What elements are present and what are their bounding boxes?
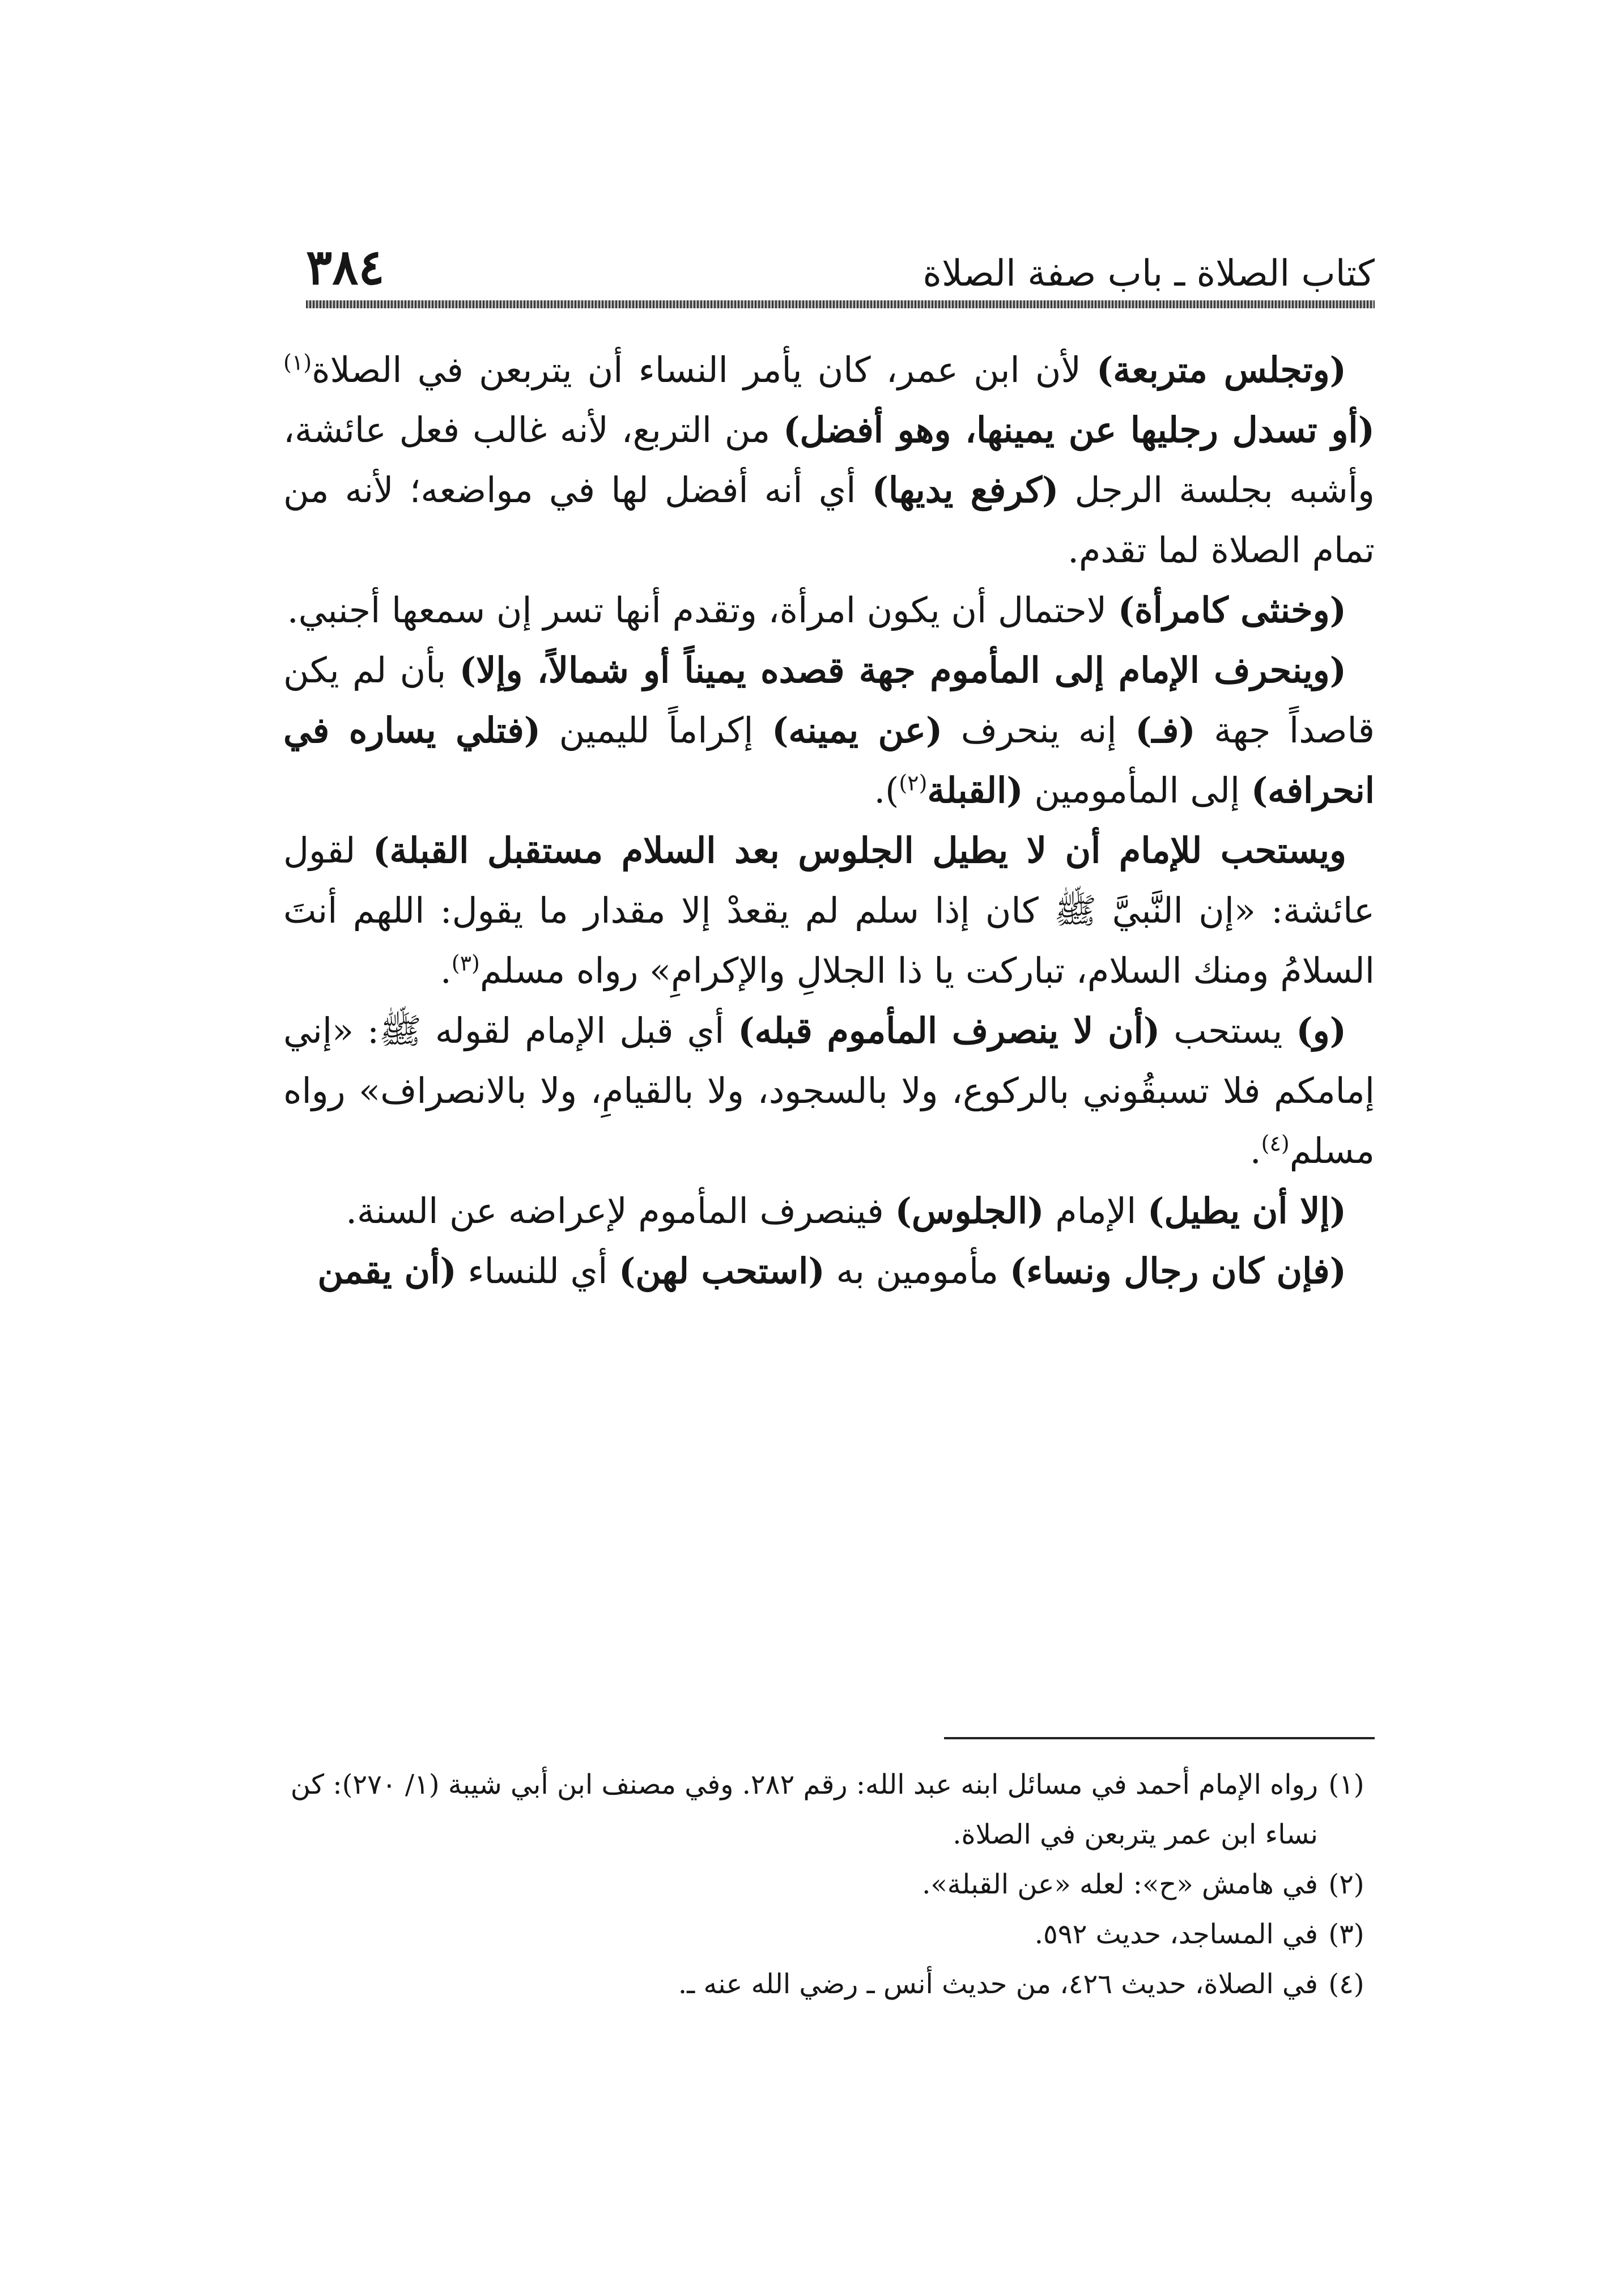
footnote-ref[interactable]: (٢)	[899, 770, 928, 796]
paragraph	[283, 340, 1375, 580]
paragraph	[283, 821, 1375, 1001]
sharh-text: أي للنساء	[456, 1250, 619, 1292]
footnote	[283, 1859, 1375, 1909]
sharh-text: .	[440, 950, 452, 991]
sharh-text: لاحتمال أن يكون امرأة، وتقدم أنها تسر إن سمعها أجنبي.	[287, 589, 1118, 631]
footnote-text: في الصلاة، حديث ٤٢٦، من حديث أنس ـ رضي الله عنه ـ.	[678, 1968, 1318, 2000]
matn-text: (استحب لهن)	[619, 1250, 825, 1292]
sharh-text: إلى المأمومين	[1023, 770, 1251, 811]
sharh-text: الإمام	[1044, 1190, 1148, 1232]
page-number: ٣٨٤	[306, 239, 385, 296]
sharh-text: إكراماً لليمين	[541, 710, 772, 751]
sharh-text: أي قبل الإمام لقوله ﷺ: «إني إمامكم فلا تسبقُوني بالركوع، ولا بالسجود، ولا بالقيامِ، ولا بالانصراف» رواه مسلم	[283, 1010, 1375, 1171]
paragraph	[283, 1001, 1375, 1181]
footnote-number: (٣)	[1328, 1918, 1364, 1950]
sharh-text: أي أنه أفضل لها في مواضعه؛ لأنه من تمام الصلاة لما تقدم.	[283, 469, 1375, 571]
matn-text: (و)	[1296, 1010, 1346, 1051]
matn-text: (وتجلس متربعة)	[1096, 349, 1346, 390]
header-rule	[306, 300, 1375, 308]
matn-text: ويستحب للإمام أن لا يطيل الجلوس بعد السلام مستقبل القبلة)	[373, 830, 1346, 871]
footnote-ref[interactable]: (٣)	[451, 950, 480, 976]
chapter-title: كتاب الصلاة ـ باب صفة الصلاة	[922, 253, 1375, 295]
sharh-text: ).	[874, 770, 899, 811]
footnote-separator	[944, 1737, 1375, 1739]
paragraph	[283, 580, 1375, 640]
matn-text: (أو تسدل رجليها عن يمينها، وهو أفضل)	[783, 409, 1375, 451]
footnote-number: (٤)	[1328, 1968, 1364, 2000]
matn-text: (كرفع يديها)	[871, 469, 1059, 511]
footnote	[283, 1959, 1375, 2009]
paragraph	[283, 1241, 1375, 1301]
running-header	[306, 224, 1375, 296]
sharh-text: إنه ينحرف	[942, 710, 1136, 751]
matn-text: (وخنثى كامرأة)	[1117, 589, 1346, 631]
matn-text: (الجلوس)	[895, 1190, 1044, 1232]
footnote	[283, 1909, 1375, 1959]
sharh-text: من التربع، لأنه غالب فعل عائشة، وأشبه بجلسة الرجل	[283, 409, 1375, 511]
footnote-text: في المساجد، حديث ٥٩٢.	[1034, 1918, 1318, 1950]
footnote	[283, 1760, 1375, 1859]
main-text	[283, 340, 1375, 1301]
matn-text: (وينحرف الإمام إلى المأموم جهة قصده يميناً أو شمالاً، وإلا)	[459, 649, 1346, 691]
sharh-text: بأن لم يكن قاصداً جهة	[283, 649, 1375, 751]
matn-text: (فإن كان رجال ونساء)	[1009, 1250, 1346, 1292]
footnote-number: (١)	[1328, 1769, 1364, 1801]
paragraph	[283, 1181, 1375, 1241]
sharh-text: لقول عائشة: «إن النَّبيَّ ﷺ كان إذا سلم لم يقعدْ إلا مقدار ما يقول: اللهم أنتَ السلامُ ومنك السلام، تباركت يا ذا الجلالِ والإكرامِ» رواه مسلم	[283, 830, 1375, 991]
matn-text: (إلا أن يطيل)	[1147, 1190, 1346, 1232]
footnote-ref[interactable]: (٤)	[1261, 1131, 1290, 1156]
sharh-text: يستحب	[1160, 1010, 1296, 1051]
footnotes	[283, 1760, 1375, 2009]
sharh-text: لأن ابن عمر، كان يأمر النساء أن يتربعن في الصلاة	[312, 349, 1096, 390]
matn-text: (القبلة	[927, 770, 1023, 811]
paragraph	[283, 640, 1375, 821]
matn-text: (فـ)	[1135, 710, 1196, 751]
footnote-ref[interactable]: (١)	[283, 350, 312, 375]
sharh-text: مأمومين به	[824, 1250, 1010, 1292]
matn-text: (أن لا ينصرف المأموم قبله)	[738, 1010, 1160, 1051]
sharh-text: فينصرف المأموم لإعراضه عن السنة.	[346, 1190, 895, 1232]
matn-text: (عن يمينه)	[772, 710, 943, 751]
matn-text: (أن يقمن	[317, 1250, 457, 1292]
sharh-text: .	[1249, 1130, 1261, 1171]
footnote-text: في هامش «ح»: لعله «عن القبلة».	[922, 1869, 1318, 1900]
footnote-number: (٢)	[1328, 1869, 1364, 1900]
footnote-text: رواه الإمام أحمد في مسائل ابنه عبد الله: رقم ٢٨٢. وفي مصنف ابن أبي شيبة (١/ ٢٧٠): كن نساء ابن عمر يتربعن في الصلاة.	[290, 1769, 1318, 1850]
matn-text: (فتلي يساره في انحرافه)	[283, 710, 1375, 811]
